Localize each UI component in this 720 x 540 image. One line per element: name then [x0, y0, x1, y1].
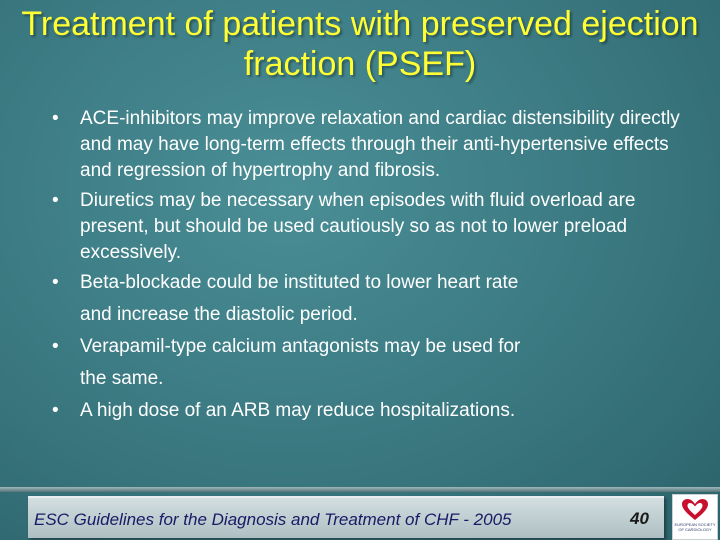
bullet-marker: •	[52, 272, 59, 293]
slide-title: Treatment of patients with preserved ejection fraction (PSEF)	[21, 5, 699, 83]
bullet-text: ACE-inhibitors may improve relaxation and cardiac distensibility directly and may have long-term effects through their anti-hypertensive effects and regression of hypertrophy and fibrosis.	[80, 108, 680, 181]
bullet-text: Verapamil-type calcium antagonists may be used for	[80, 336, 521, 357]
bullet-text: Beta-blockade could be instituted to lower heart rate	[80, 272, 519, 293]
bullet-text: Diuretics may be necessary when episodes with fluid overload are present, but should be used cautiously so as not to lower preload excessively.	[80, 190, 636, 263]
footer-divider	[0, 487, 720, 492]
bullet-item	[52, 398, 702, 424]
bullet-list	[52, 106, 702, 428]
bullet-item	[52, 188, 702, 266]
bullet-text-continuation: and increase the diastolic period.	[80, 304, 358, 325]
bullet-item	[52, 334, 702, 392]
page-number: 40	[630, 509, 649, 528]
bullet-marker: •	[52, 336, 59, 357]
logo-text: EUROPEAN SOCIETY OF CARDIOLOGY	[674, 522, 716, 532]
bullet-marker: •	[52, 190, 59, 211]
esc-logo	[672, 494, 718, 540]
bullet-item	[52, 270, 702, 328]
bullet-marker: •	[52, 400, 59, 421]
bullet-marker: •	[52, 108, 59, 129]
heart-icon	[681, 498, 709, 522]
footer-text: ESC Guidelines for the Diagnosis and Treatment of CHF - 2005	[34, 510, 512, 529]
bullet-text-continuation: the same.	[80, 368, 164, 389]
bullet-item	[52, 106, 702, 184]
bullet-text: A high dose of an ARB may reduce hospitalizations.	[80, 400, 516, 421]
